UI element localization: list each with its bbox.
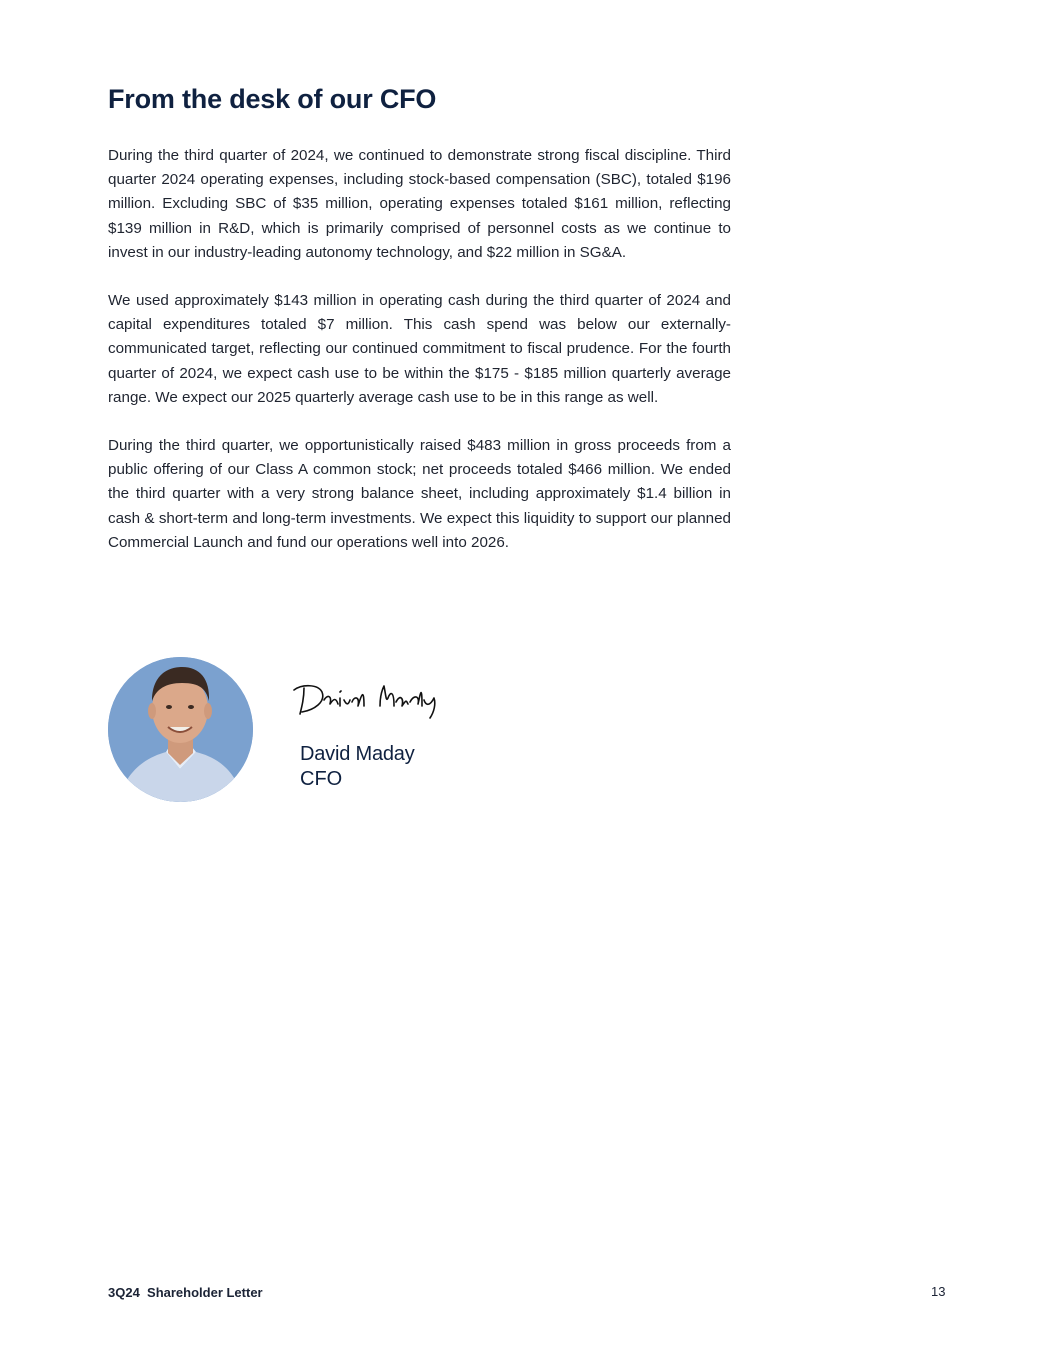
paragraph-cash-use: We used approximately $143 million in operating cash during the third quarter of 2024 and capital expenditures totaled $7 million. This cash spend was below our externally-communicated target, reflecting our continued commitment to fiscal prudence. For the fourth quarter of 2024, we expect cash use to be within the $175 - $185 million quarterly average range. We expect our 2025 quarterly average cash use to be in this range as well.: [108, 292, 731, 406]
page-title: From the desk of our CFO: [108, 84, 437, 114]
body-text: [108, 144, 731, 579]
paragraph-opex: During the third quarter of 2024, we continued to demonstrate strong fiscal discipline. Third quarter 2024 operating expenses, including stock-based compensation (SBC), totaled $196 million. Excluding SBC of $35 million, operating expenses totaled $161 million, reflecting $139 million in R&D, which is primarily comprised of personnel costs as we continue to invest in our industry-leading autonomy technology, and $22 million in SG&A.: [108, 147, 731, 261]
paragraph-balance-sheet: During the third quarter, we opportunistically raised $483 million in gross proceeds from a public offering of our Class A common stock; net proceeds totaled $466 million. We ended the third quarter with a very strong balance sheet, including approximately $1.4 billion in cash & short-term and long-term investments. We expect this liquidity to support our planned Commercial Launch and fund our operations well into 2026.: [108, 437, 731, 551]
person-photo-icon: [108, 657, 253, 802]
signature-image: [288, 676, 448, 722]
signatory-title: CFO: [300, 768, 343, 790]
signatory-name: David Maday: [300, 743, 415, 765]
footer-page-number: 13: [931, 1284, 946, 1299]
footer-doc-label: 3Q24 Shareholder Letter: [108, 1285, 263, 1300]
avatar: [108, 657, 253, 802]
